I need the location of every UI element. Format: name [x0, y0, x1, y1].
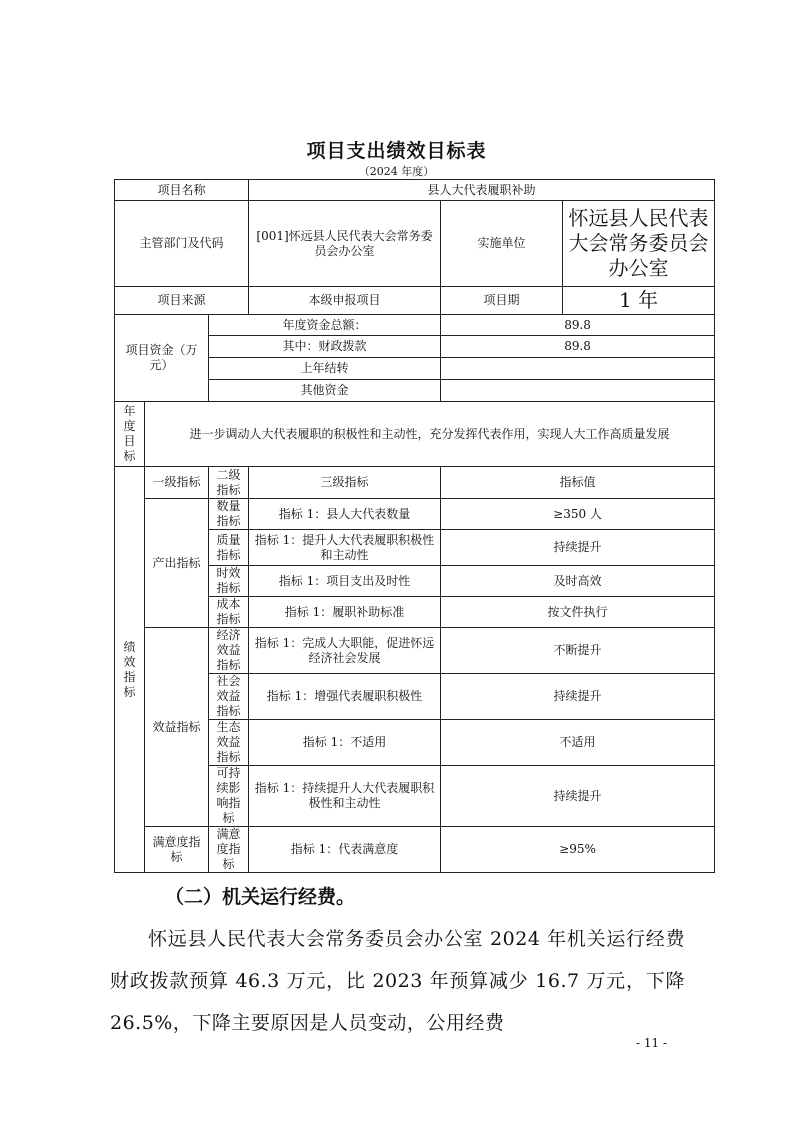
level3-item: 指标 1：不适用 [249, 720, 441, 766]
annual-goal-text: 进一步调动人大代表履职的积极性和主动性，充分发挥代表作用，实现人大工作高质量发展 [145, 402, 715, 467]
indicators-label: 绩效指标 [115, 467, 145, 873]
level1-benefit: 效益指标 [145, 628, 209, 827]
funds-row-value: 89.8 [441, 336, 715, 358]
indicator-value: ≥95% [441, 827, 715, 873]
indicator-value: 不适用 [441, 720, 715, 766]
table-row [115, 402, 715, 467]
level2-satisfaction: 满意度指标 [209, 827, 249, 873]
table-row [115, 467, 715, 499]
project-name-value: 县人大代表履职补助 [249, 180, 715, 201]
table-row [115, 827, 715, 873]
paragraph-text: 怀远县人民代表大会常务委员会办公室 2024 年机关运行经费财政拨款预算 46.3 万元，比 2023 年预算减少 16.7 万元，下降 26.5%，下降主要原因是人员变动，公用经费 [110, 928, 685, 1034]
funds-row-value [441, 358, 715, 380]
level2-quantity: 数量指标 [209, 499, 249, 530]
level2-economic: 经济效益指标 [209, 628, 249, 674]
level3-item: 指标 1：持续提升人大代表履职积极性和主动性 [249, 766, 441, 827]
impl-unit-value: 怀远县人民代表大会常务委员会办公室 [563, 201, 715, 287]
dept-label: 主管部门及代码 [115, 201, 249, 287]
level2-sustainable: 可持续影响指标 [209, 766, 249, 827]
level2-timeliness: 时效指标 [209, 566, 249, 597]
project-name-label: 项目名称 [115, 180, 249, 201]
impl-unit-label: 实施单位 [441, 201, 563, 287]
level3-item: 指标 1：县人大代表数量 [249, 499, 441, 530]
indicator-value: ≥350 人 [441, 499, 715, 530]
period-label: 项目期 [441, 287, 563, 315]
table-subtitle: （2024 年度） [358, 165, 435, 178]
level2-cost: 成本指标 [209, 597, 249, 628]
funds-row-label: 其他资金 [209, 380, 441, 402]
performance-goal-table [114, 179, 715, 873]
funds-row-label: 年度资金总额： [209, 315, 441, 336]
table-title: 项目支出绩效目标表 [306, 140, 487, 162]
funds-row-value [441, 380, 715, 402]
dept-value: [001]怀远县人民代表大会常务委员会办公室 [249, 201, 441, 287]
level1-output: 产出指标 [145, 499, 209, 628]
level1-satisfaction: 满意度指标 [145, 827, 209, 873]
col-level2-header: 二级指标 [209, 467, 249, 499]
col-level3-header: 三级指标 [249, 467, 441, 499]
indicator-value: 不断提升 [441, 628, 715, 674]
table-row [115, 180, 715, 201]
indicator-value: 持续提升 [441, 674, 715, 720]
level2-quality: 质量指标 [209, 530, 249, 566]
indicator-value: 持续提升 [441, 530, 715, 566]
indicator-value: 持续提升 [441, 766, 715, 827]
body-paragraph [110, 918, 685, 1044]
source-value: 本级申报项目 [249, 287, 441, 315]
period-value: 1 年 [563, 287, 715, 315]
funds-label: 项目资金（万元） [115, 315, 209, 402]
level3-item: 指标 1：增强代表履职积极性 [249, 674, 441, 720]
level3-item: 指标 1：履职补助标准 [249, 597, 441, 628]
col-value-header: 指标值 [441, 467, 715, 499]
section-heading: （二）机关运行经费。 [165, 886, 356, 908]
annual-goal-label: 年度目标 [115, 402, 145, 467]
funds-row-label: 其中：财政拨款 [209, 336, 441, 358]
source-label: 项目来源 [115, 287, 249, 315]
table-row [115, 287, 715, 315]
level3-item: 指标 1：完成人大职能，促进怀远经济社会发展 [249, 628, 441, 674]
level2-social: 社会效益指标 [209, 674, 249, 720]
table-row [115, 201, 715, 287]
level3-item: 指标 1：项目支出及时性 [249, 566, 441, 597]
level3-item: 指标 1：代表满意度 [249, 827, 441, 873]
indicator-value: 及时高效 [441, 566, 715, 597]
funds-row-value: 89.8 [441, 315, 715, 336]
col-level1-header: 一级指标 [145, 467, 209, 499]
page-number: - 11 - [636, 1036, 668, 1050]
table-row [115, 628, 715, 674]
table-row [115, 499, 715, 530]
level2-ecological: 生态效益指标 [209, 720, 249, 766]
indicator-value: 按文件执行 [441, 597, 715, 628]
funds-row-label: 上年结转 [209, 358, 441, 380]
table-row [115, 315, 715, 336]
level3-item: 指标 1：提升人大代表履职积极性和主动性 [249, 530, 441, 566]
